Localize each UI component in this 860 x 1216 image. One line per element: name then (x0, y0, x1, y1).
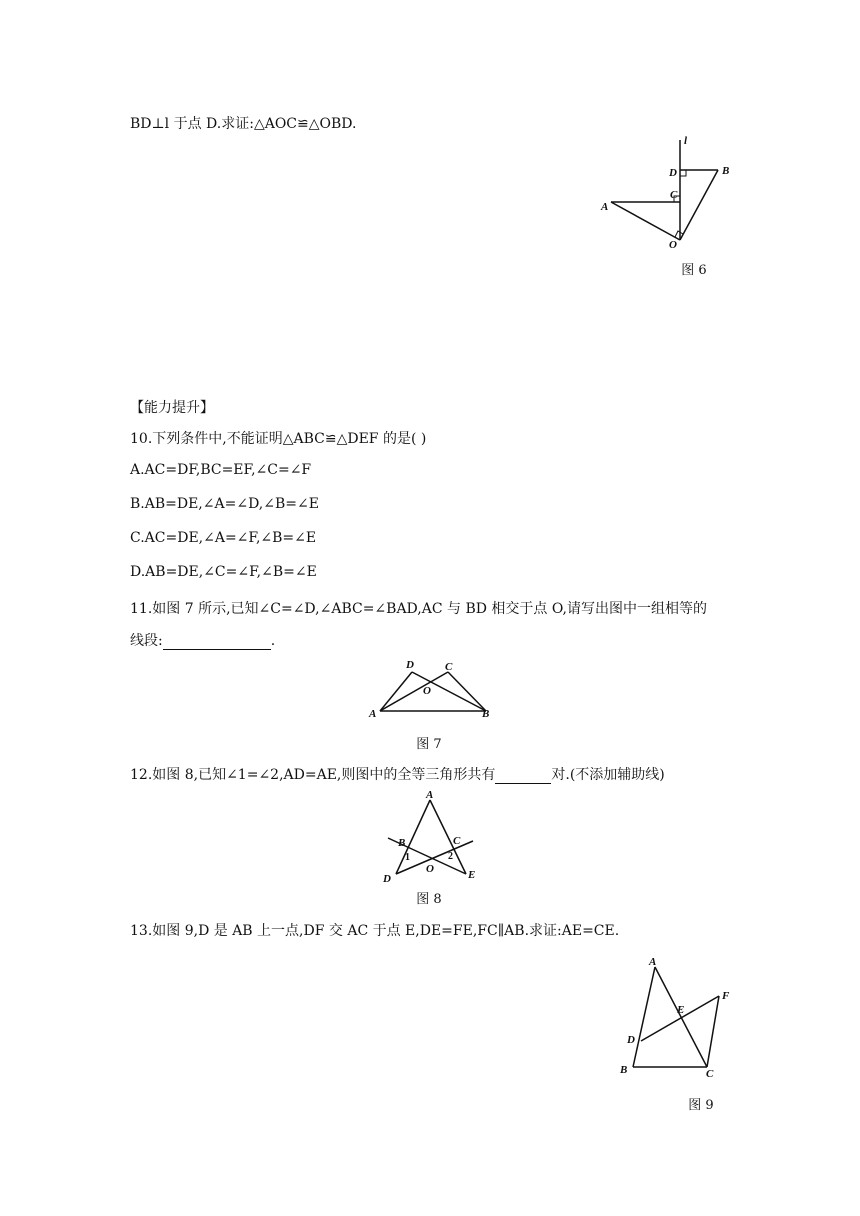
section-title: 【能力提升】 (130, 400, 214, 416)
fig9-label-D: D (627, 1034, 635, 1046)
q12-answer-blank (495, 769, 551, 784)
fig6-label-A: A (601, 201, 609, 213)
fig9-label-B: B (620, 1064, 628, 1076)
q11-answer-prefix: 线段: (130, 633, 163, 649)
q12-stem-suffix: 对.(不添加辅助线) (551, 767, 665, 783)
q12-stem (130, 764, 665, 784)
fig7-label-C: C (445, 661, 453, 673)
fig6-label-D: D (669, 167, 677, 179)
figure-7-caption: 图 7 (416, 737, 442, 752)
fig9-label-A: A (649, 956, 657, 968)
figure-9-diagram (615, 953, 745, 1078)
figure-8-diagram (378, 786, 488, 884)
fig8-label-B: B (398, 837, 406, 849)
fig8-label-C: C (453, 835, 461, 847)
q10-option-a: A.AC=DF,BC=EF,∠C=∠F (130, 462, 312, 478)
q9-proof-statement: BD⊥l 于点 D.求证:△AOC≌△OBD. (130, 116, 357, 132)
fig8-label-2: 2 (448, 851, 453, 862)
fig8-label-E: E (468, 869, 476, 881)
fig7-label-D: D (406, 659, 414, 671)
fig7-label-O: O (423, 685, 431, 697)
q13-stem: 13.如图 9,D 是 AB 上一点,DF 交 AC 于点 E,DE=FE,FC∥AB.求证:AE=CE. (130, 923, 620, 939)
figure-6-diagram (595, 130, 745, 255)
figure-9-caption: 图 9 (688, 1098, 714, 1113)
fig6-label-B: B (722, 165, 730, 177)
q11-answer-line (130, 630, 275, 650)
figure-6-caption: 图 6 (681, 263, 707, 278)
q10-option-b: B.AB=DE,∠A=∠D,∠B=∠E (130, 496, 319, 512)
fig7-label-A: A (369, 708, 377, 720)
fig7-label-B: B (482, 708, 490, 720)
fig9-label-E: E (677, 1004, 685, 1016)
fig8-label-D: D (383, 873, 391, 884)
fig6-label-l: l (684, 135, 688, 147)
figure-8-caption: 图 8 (416, 892, 442, 907)
figure-7-diagram (366, 656, 506, 724)
q11-stem: 11.如图 7 所示,已知∠C=∠D,∠ABC=∠BAD,AC 与 BD 相交于点 O,请写出图中一组相等的 (130, 601, 707, 617)
q10-stem: 10.下列条件中,不能证明△ABC≌△DEF 的是( ) (130, 431, 427, 447)
q10-option-c: C.AC=DE,∠A=∠F,∠B=∠E (130, 530, 317, 546)
q11-answer-blank (163, 635, 271, 650)
fig6-label-O: O (669, 239, 677, 251)
q10-option-d: D.AB=DE,∠C=∠F,∠B=∠E (130, 564, 317, 580)
fig8-label-O: O (426, 863, 434, 875)
fig6-label-C: C (670, 189, 678, 201)
q12-stem-prefix: 12.如图 8,已知∠1=∠2,AD=AE,则图中的全等三角形共有 (130, 767, 496, 783)
q11-answer-suffix: . (270, 633, 276, 649)
fig9-label-F: F (722, 990, 730, 1002)
fig8-label-1: 1 (405, 852, 410, 863)
fig9-label-C: C (706, 1068, 714, 1078)
fig8-label-A: A (426, 789, 434, 801)
